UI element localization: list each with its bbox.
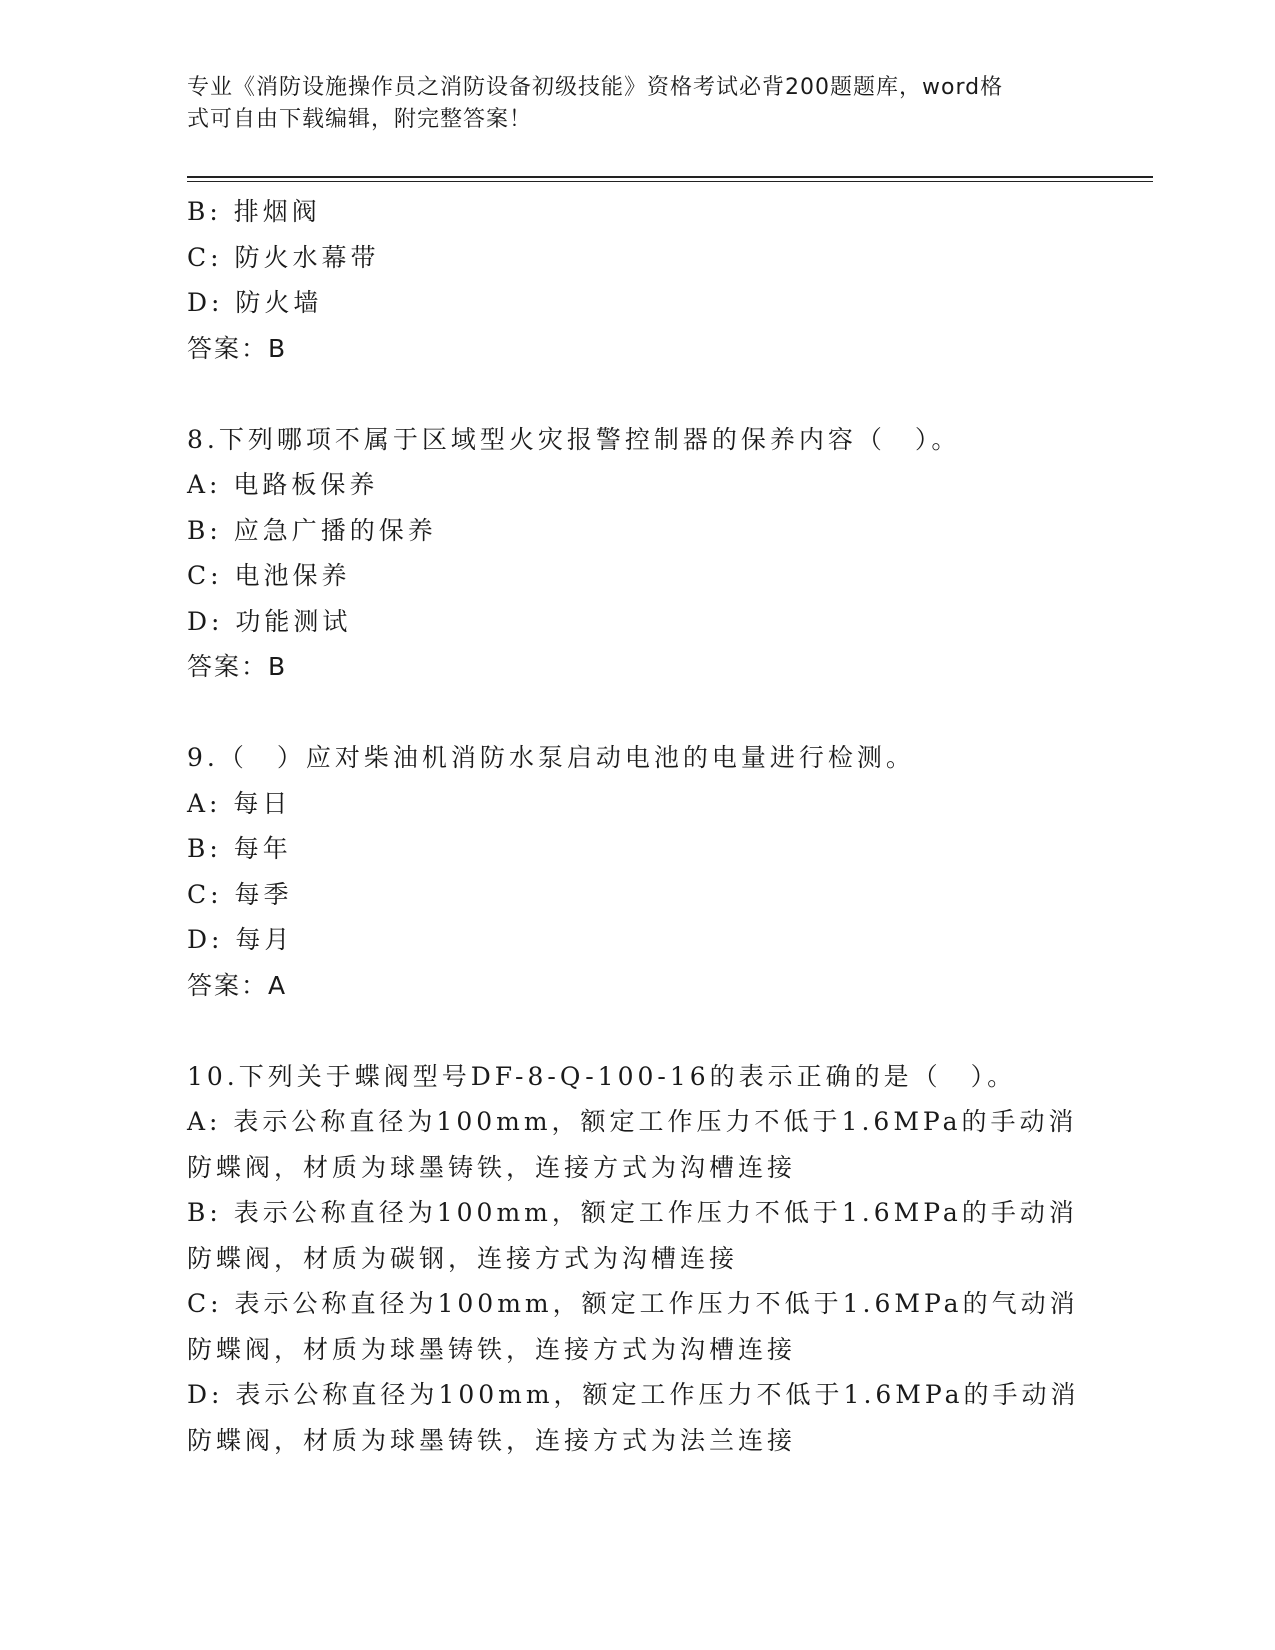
- question-10: [187, 1054, 1087, 1464]
- header-title-line-1: 专业《消防设施操作员之消防设备初级技能》资格考试必背200题题库，word格: [187, 75, 1004, 100]
- option-c: C: 防火水幕带: [187, 242, 380, 272]
- answer-line: 答案：A: [187, 970, 288, 1000]
- option-c: C: 每季: [187, 879, 293, 909]
- answer-line: 答案：B: [187, 333, 288, 363]
- document-header: [187, 72, 1067, 136]
- option-a: A: 每日: [187, 788, 292, 818]
- option-a: A: 电路板保养: [187, 470, 379, 499]
- option-b: B: 应急广播的保养: [187, 515, 437, 545]
- spacer: [187, 690, 1087, 736]
- spacer: [187, 1008, 1087, 1054]
- option-d: D: 每月: [187, 925, 294, 954]
- question-8: [187, 417, 1087, 690]
- question-7-continuation: [187, 189, 1087, 371]
- answer-line: 答案：B: [187, 652, 288, 681]
- question-stem: 8.下列哪项不属于区域型火灾报警控制器的保养内容（ ）。: [187, 424, 961, 454]
- option-d: D: 功能测试: [187, 606, 352, 636]
- question-9: [187, 735, 1087, 1008]
- question-stem: 10.下列关于蝶阀型号DF-8-Q-100-16的表示正确的是（ ）。: [187, 1061, 1017, 1091]
- header-divider: [187, 176, 1153, 182]
- option-b: B: 排烟阀: [187, 197, 321, 226]
- option-b: B: 表示公称直径为100mm，额定工作压力不低于1.6MPa的手动消防蝶阀，材质为碳钢，连接方式为沟槽连接: [187, 1198, 1078, 1273]
- question-stem: 9.（ ）应对柴油机消防水泵启动电池的电量进行检测。: [187, 743, 915, 772]
- spacer: [187, 371, 1087, 417]
- question-list: [187, 189, 1087, 1463]
- option-c: C: 表示公称直径为100mm，额定工作压力不低于1.6MPa的气动消防蝶阀，材质为球墨铸铁，连接方式为沟槽连接: [187, 1289, 1079, 1364]
- option-c: C: 电池保养: [187, 561, 351, 590]
- option-d: D: 防火墙: [187, 288, 323, 317]
- option-b: B: 每年: [187, 834, 292, 863]
- header-title-line-2: 式可自由下载编辑，附完整答案！: [187, 107, 533, 132]
- option-a: A: 表示公称直径为100mm，额定工作压力不低于1.6MPa的手动消防蝶阀，材质为球墨铸铁，连接方式为沟槽连接: [187, 1107, 1078, 1182]
- option-d: D: 表示公称直径为100mm，额定工作压力不低于1.6MPa的手动消防蝶阀，材质为球墨铸铁，连接方式为法兰连接: [187, 1380, 1080, 1455]
